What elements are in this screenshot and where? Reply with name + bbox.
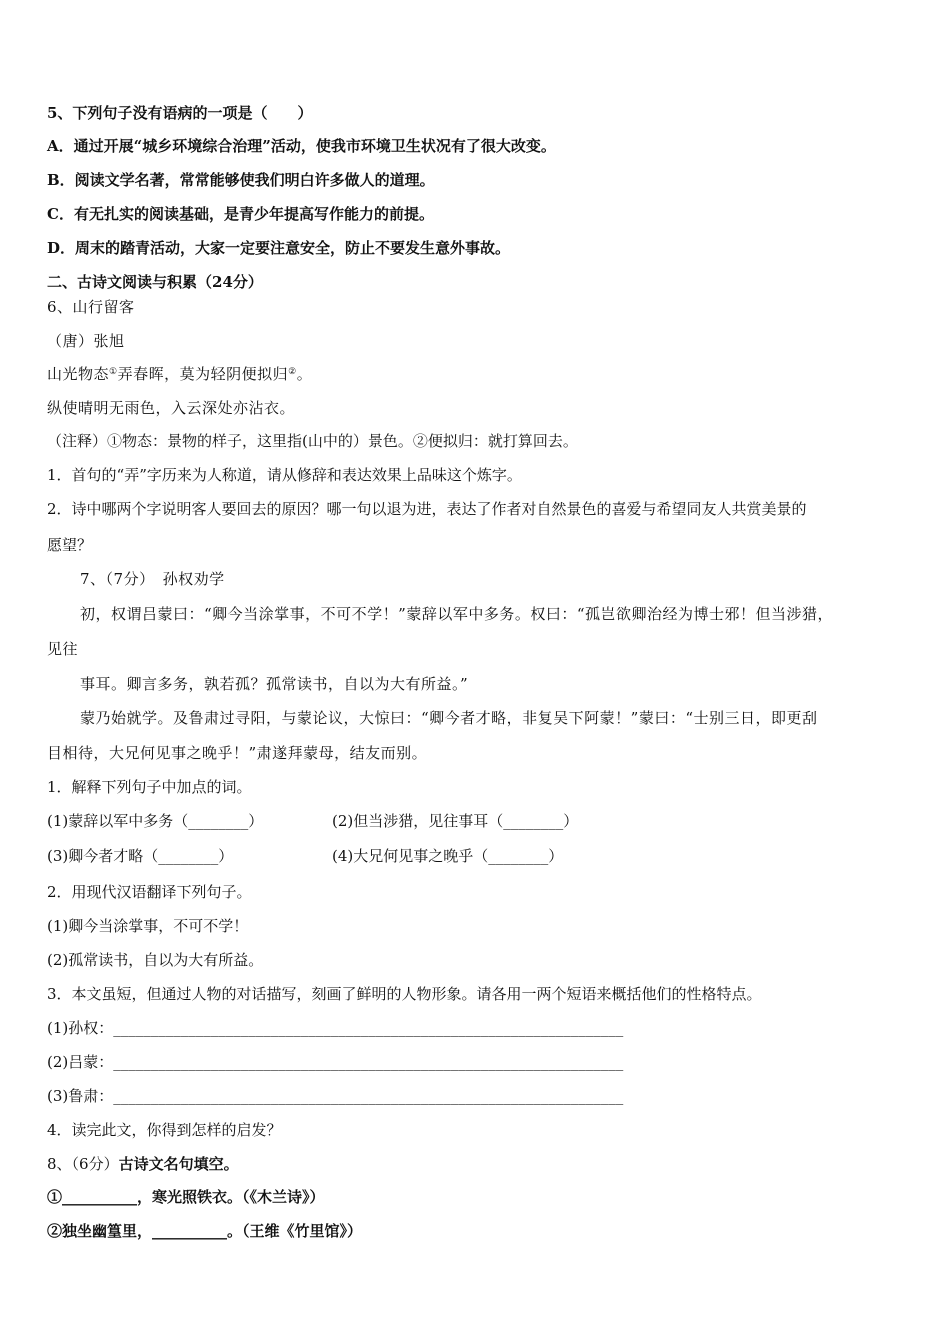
q7-sq2-item-1: (1)卿今当涂掌事，不可不学！ [47, 917, 249, 935]
q7-subquestion-2: 2．用现代汉语翻译下列句子。 [47, 883, 252, 901]
q7-subquestion-1: 1．解释下列句子中加点的词。 [47, 778, 252, 796]
q6-subquestion-1: 1．首句的“弄”字历来为人称道，请从修辞和表达效果上品味这个炼字。 [47, 466, 522, 484]
q5-option-d: D．周末的踏青活动，大家一定要注意安全，防止不要发生意外事故。 [47, 239, 511, 257]
poem-line-1-part-b: 弄春晖，莫为轻阴便拟归 [117, 365, 289, 383]
q8-title [47, 1154, 239, 1174]
q7-subquestion-3: 3．本文虽短，但通过人物的对话描写，刻画了鲜明的人物形象。请各用一两个短语来概括他们的性格特点。 [47, 985, 762, 1003]
q7-passage-2-cont: 目相待，大兄何见事之晚乎！”肃遂拜蒙母，结友而别。 [47, 744, 428, 762]
q7-title: 7、（7分） 孙权劝学 [80, 570, 225, 588]
q8-item-1: ①__________，寒光照铁衣。（《木兰诗》） [47, 1188, 325, 1206]
q5-option-b: B．阅读文学名著，常常能够使我们明白许多做人的道理。 [47, 171, 435, 189]
q5-option-c: C．有无扎实的阅读基础，是青少年提高写作能力的前提。 [47, 205, 434, 223]
q7-passage-2: 蒙乃始就学。及鲁肃过寻阳，与蒙论议，大惊曰：“卿今者才略，非复吴下阿蒙！”蒙曰：“士别三日，即更刮 [80, 709, 818, 727]
q6-poem-line-1 [47, 364, 312, 384]
q7-sq3-item-3: (3)鲁肃：____________________________________________________________________ [47, 1087, 624, 1105]
poem-line-1-part-a: 山光物态 [47, 365, 110, 383]
note-mark-2: ② [288, 367, 297, 377]
q6-title: 6、山行留客 [47, 298, 135, 316]
q6-author: （唐）张旭 [47, 332, 125, 350]
q7-sq1-item-1: (1)蒙辞以军中多务（________） [47, 812, 264, 830]
q8-item-2: ②独坐幽篁里，__________。（王维《竹里馆》） [47, 1222, 363, 1240]
q6-subquestion-2-cont: 愿望？ [47, 536, 93, 554]
q6-subquestion-2: 2．诗中哪两个字说明客人要回去的原因？哪一句以退为进，表达了作者对自然景色的喜爱与希望同友人共赏美景的 [47, 500, 807, 518]
q6-note: （注释）①物态：景物的样子，这里指(山中的）景色。②便拟归：就打算回去。 [47, 432, 578, 450]
q7-sq1-item-2: (2)但当涉猎，见往事耳（________） [332, 812, 579, 830]
q6-poem-line-2: 纵使晴明无雨色，入云深处亦沾衣。 [47, 399, 296, 417]
q7-sq1-item-4: (4)大兄何见事之晚乎（________） [332, 847, 564, 865]
q7-sq2-item-2: (2)孤常读书，自以为大有所益。 [47, 951, 264, 969]
q7-sq3-item-2: (2)吕蒙：____________________________________________________________________ [47, 1053, 624, 1071]
q8-prefix: 8、（6分） [47, 1155, 119, 1173]
poem-line-1-part-c: 。 [296, 365, 313, 383]
q5-option-a: A．通过开展“城乡环境综合治理”活动，使我市环境卫生状况有了很大改变。 [47, 137, 556, 155]
q7-sq1-item-3: (3)卿今者才略（________） [47, 847, 234, 865]
q7-subquestion-4: 4．读完此文，你得到怎样的启发？ [47, 1121, 282, 1139]
q5-stem [47, 103, 312, 123]
q7-sq3-item-1: (1)孙权：____________________________________________________________________ [47, 1019, 624, 1037]
q7-passage-1-end: 事耳。卿言多务，孰若孤？孤常读书，自以为大有所益。” [80, 675, 469, 693]
q5-stem-text: 5、下列句子没有语病的一项是（ ） [47, 104, 313, 122]
q7-passage-1-cont: 见往 [47, 640, 79, 658]
note-mark-1: ① [109, 367, 118, 377]
q7-passage-1: 初，权谓吕蒙曰：“卿今当涂掌事，不可不学！”蒙辞以军中多务。权曰：“孤岂欲卿治经为博士邪！但当涉猎， [80, 605, 834, 623]
section-2-title: 二、古诗文阅读与积累（24分） [47, 273, 263, 291]
q8-title-text: 古诗文名句填空。 [118, 1155, 239, 1173]
